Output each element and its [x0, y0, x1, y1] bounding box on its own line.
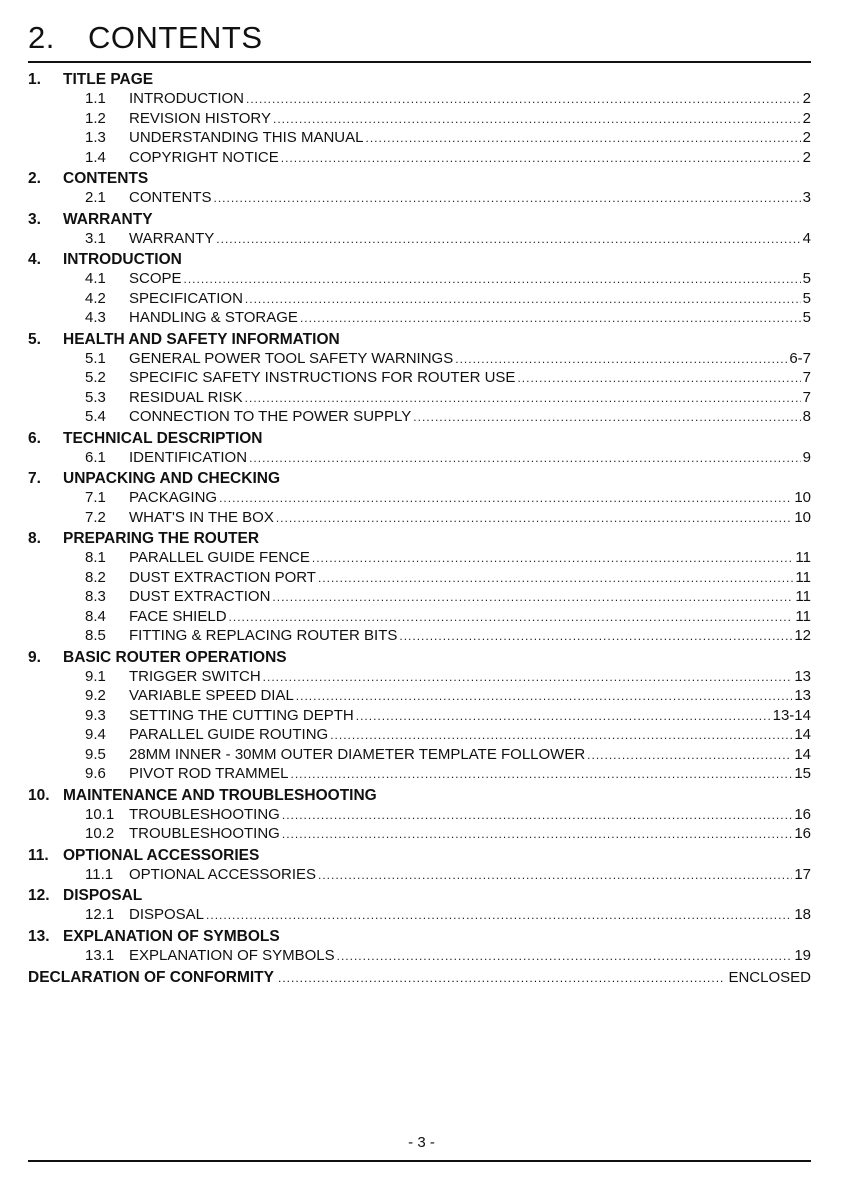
toc-section-heading[interactable] [28, 886, 811, 905]
dot-leader [184, 270, 801, 290]
toc-section [28, 429, 811, 468]
dot-leader [281, 149, 801, 169]
toc-entry[interactable] [28, 667, 811, 687]
entry-number: 1.4 [85, 148, 106, 166]
entry-number: 9.4 [85, 726, 106, 743]
entry-number: 9.3 [85, 706, 106, 724]
entry-number: 7.1 [85, 489, 106, 506]
dot-leader [365, 129, 800, 149]
entry-number: 13.1 [85, 946, 115, 964]
entry-title: SPECIFIC SAFETY INSTRUCTIONS FOR ROUTER USE [129, 369, 516, 386]
entry-number: 1.3 [85, 129, 106, 146]
toc-section [28, 330, 811, 427]
entry-title: PIVOT ROD TRAMMEL [129, 765, 289, 782]
toc-section-heading[interactable] [28, 927, 811, 946]
entry-title: FITTING & REPLACING ROUTER BITS [129, 627, 398, 644]
toc-entry[interactable] [28, 229, 811, 249]
section-title: BASIC ROUTER OPERATIONS [63, 648, 287, 666]
entry-title: TRIGGER SWITCH [129, 667, 261, 685]
toc-section [28, 469, 811, 527]
dot-leader [356, 707, 771, 727]
dot-leader [278, 967, 724, 989]
entry-page-number: 8 [802, 408, 811, 425]
toc-section [28, 210, 811, 249]
entry-number: 8.4 [85, 607, 106, 625]
toc-entry[interactable] [28, 488, 811, 508]
entry-page-number: 7 [802, 388, 811, 406]
entry-title: WHAT'S IN THE BOX [129, 508, 274, 526]
toc-section-heading[interactable] [28, 648, 811, 667]
entry-number: 3.1 [85, 229, 106, 247]
entry-page-number: 18 [794, 906, 811, 923]
toc-entry[interactable] [28, 349, 811, 369]
entry-page-number: 10 [794, 489, 811, 506]
entry-page-number: 12 [794, 627, 811, 644]
toc-section-heading[interactable] [28, 846, 811, 865]
toc-section-heading[interactable] [28, 210, 811, 229]
entry-page-number: 11 [795, 568, 811, 586]
toc-entry[interactable] [28, 805, 811, 825]
dot-leader [216, 230, 800, 250]
page-title-text: CONTENTS [88, 20, 263, 55]
entry-title: DUST EXTRACTION [129, 588, 271, 605]
toc-entry[interactable] [28, 865, 811, 885]
toc-section [28, 786, 811, 844]
dot-leader [282, 825, 792, 845]
dot-leader [276, 509, 792, 529]
entry-number: 5.1 [85, 349, 106, 367]
dot-leader [330, 726, 792, 746]
section-title: CONTENTS [63, 170, 149, 187]
page-title [28, 20, 263, 56]
entry-page-number: 3 [802, 189, 811, 206]
entry-number: 8.3 [85, 588, 106, 605]
entry-page-number: 11 [795, 588, 811, 605]
toc-section-heading[interactable] [28, 786, 811, 805]
section-number: 8. [28, 530, 41, 547]
dot-leader [312, 549, 794, 569]
toc-entry[interactable] [28, 109, 811, 129]
entry-page-number: 2 [802, 129, 811, 146]
dot-leader [587, 746, 792, 766]
toc-entry[interactable] [28, 725, 811, 745]
entry-number: 9.2 [85, 687, 106, 704]
section-title: DISPOSAL [63, 887, 143, 904]
entry-number: 9.5 [85, 745, 106, 763]
dot-leader [282, 806, 792, 826]
entry-number: 4.2 [85, 289, 106, 307]
toc-entry[interactable] [28, 587, 811, 607]
toc-section [28, 648, 811, 784]
entry-title: CONTENTS [129, 189, 212, 206]
toc-entry[interactable] [28, 269, 811, 289]
toc-section [28, 846, 811, 885]
entry-title: PARALLEL GUIDE ROUTING [129, 726, 329, 743]
dot-leader [399, 627, 792, 647]
page-title-number: 2. [28, 20, 55, 55]
entry-page-number: 16 [794, 825, 811, 842]
entry-page-number: 5 [802, 270, 811, 287]
footer-page-number: - 3 - [408, 1134, 435, 1151]
dot-leader [455, 350, 787, 370]
section-title: EXPLANATION OF SYMBOLS [63, 927, 280, 945]
entry-number: 8.2 [85, 568, 106, 586]
dot-leader [229, 608, 794, 628]
entry-title: WARRANTY [129, 229, 215, 247]
entry-title: TROUBLESHOOTING [129, 825, 280, 842]
dot-leader [296, 687, 793, 707]
section-number: 6. [28, 429, 41, 447]
entry-number: 11.1 [85, 865, 114, 883]
entry-number: 9.1 [85, 667, 106, 685]
section-number: 5. [28, 330, 41, 348]
entry-page-number: 2 [802, 109, 811, 127]
toc-entry[interactable] [28, 568, 811, 588]
declaration-title: DECLARATION OF CONFORMITY [28, 969, 274, 986]
entry-page-number: 14 [794, 726, 811, 743]
entry-page-number: 6-7 [789, 349, 811, 367]
entry-page-number: 16 [794, 805, 811, 823]
section-number: 13. [28, 927, 50, 945]
dot-leader [245, 389, 801, 409]
toc-section-heading[interactable] [28, 469, 811, 488]
entry-title: DUST EXTRACTION PORT [129, 568, 316, 586]
entry-number: 1.1 [85, 90, 106, 107]
toc-entry[interactable] [28, 946, 811, 966]
declaration-page: ENCLOSED [728, 969, 811, 986]
entry-page-number: 5 [802, 289, 811, 307]
entry-page-number: 2 [802, 90, 811, 107]
entry-page-number: 11 [795, 607, 811, 625]
entry-number: 12.1 [85, 906, 115, 923]
entry-number: 4.3 [85, 309, 106, 326]
section-number: 3. [28, 210, 41, 228]
toc-entry[interactable] [28, 289, 811, 309]
dot-leader [272, 588, 793, 608]
toc-section [28, 886, 811, 925]
entry-page-number: 13-14 [772, 706, 811, 724]
toc-section-heading[interactable] [28, 429, 811, 448]
entry-page-number: 9 [802, 448, 811, 466]
dot-leader [246, 90, 801, 110]
toc-entry[interactable] [28, 905, 811, 925]
section-title: WARRANTY [63, 210, 153, 228]
dot-leader [517, 369, 800, 389]
entry-title: HANDLING & STORAGE [129, 309, 298, 326]
toc-section-heading[interactable] [28, 529, 811, 548]
dot-leader [219, 489, 792, 509]
entry-page-number: 14 [794, 745, 811, 763]
dot-leader [214, 189, 801, 209]
entry-page-number: 10 [794, 508, 811, 526]
entry-title: TROUBLESHOOTING [129, 805, 280, 823]
section-title: UNPACKING AND CHECKING [63, 470, 280, 487]
toc-section-heading[interactable] [28, 250, 811, 269]
entry-number: 9.6 [85, 765, 106, 782]
declaration-entry[interactable] [28, 967, 811, 989]
entry-number: 8.1 [85, 549, 106, 566]
entry-title: RESIDUAL RISK [129, 388, 243, 406]
entry-title: COPYRIGHT NOTICE [129, 148, 279, 166]
toc-section-heading[interactable] [28, 169, 811, 188]
section-title: PREPARING THE ROUTER [63, 530, 260, 547]
entry-title: VARIABLE SPEED DIAL [129, 687, 294, 704]
toc-entry[interactable] [28, 548, 811, 568]
entry-page-number: 11 [795, 549, 811, 566]
toc-entry[interactable] [28, 188, 811, 208]
toc-entry[interactable] [28, 824, 811, 844]
entry-title: 28MM INNER - 30MM OUTER DIAMETER TEMPLATE FOLLOWER [129, 745, 586, 763]
toc-section [28, 529, 811, 646]
section-number: 12. [28, 887, 50, 904]
entry-title: SPECIFICATION [129, 289, 243, 307]
top-divider [28, 61, 811, 63]
toc-entry[interactable] [28, 508, 811, 528]
section-number: 1. [28, 71, 41, 88]
toc-entry[interactable] [28, 368, 811, 388]
entry-page-number: 15 [794, 765, 811, 782]
dot-leader [245, 290, 801, 310]
toc-entry[interactable] [28, 607, 811, 627]
entry-page-number: 4 [802, 229, 811, 247]
entry-number: 5.3 [85, 388, 106, 406]
toc-entry[interactable] [28, 626, 811, 646]
section-number: 10. [28, 786, 50, 804]
section-number: 2. [28, 170, 41, 187]
entry-page-number: 7 [802, 369, 811, 386]
entry-number: 5.4 [85, 408, 106, 425]
entry-number: 1.2 [85, 109, 106, 127]
entry-page-number: 5 [802, 309, 811, 326]
section-title: TECHNICAL DESCRIPTION [63, 429, 263, 447]
toc-entry[interactable] [28, 407, 811, 427]
entry-number: 7.2 [85, 508, 106, 526]
entry-title: GENERAL POWER TOOL SAFETY WARNINGS [129, 349, 454, 367]
dot-leader [206, 906, 792, 926]
toc-entry[interactable] [28, 308, 811, 328]
entry-title: FACE SHIELD [129, 607, 227, 625]
entry-title: PARALLEL GUIDE FENCE [129, 549, 310, 566]
entry-title: UNDERSTANDING THIS MANUAL [129, 129, 364, 146]
dot-leader [413, 408, 800, 428]
entry-title: CONNECTION TO THE POWER SUPPLY [129, 408, 412, 425]
entry-title: OPTIONAL ACCESSORIES [129, 865, 316, 883]
toc-section [28, 250, 811, 328]
entry-page-number: 13 [794, 687, 811, 704]
toc-section-heading[interactable] [28, 330, 811, 349]
entry-page-number: 2 [802, 148, 811, 166]
table-of-contents [28, 68, 811, 989]
toc-section-heading[interactable] [28, 70, 811, 89]
entry-number: 8.5 [85, 627, 106, 644]
toc-entry[interactable] [28, 706, 811, 726]
toc-section [28, 70, 811, 167]
entry-number: 5.2 [85, 369, 106, 386]
section-title: INTRODUCTION [63, 251, 182, 268]
dot-leader [273, 110, 801, 130]
toc-entry[interactable] [28, 89, 811, 109]
toc-entry[interactable] [28, 148, 811, 168]
section-title: MAINTENANCE AND TROUBLESHOOTING [63, 786, 377, 804]
dot-leader [337, 947, 793, 967]
entry-page-number: 17 [794, 865, 811, 883]
entry-title: INTRODUCTION [129, 90, 244, 107]
dot-leader [290, 765, 792, 785]
entry-number: 4.1 [85, 270, 106, 287]
toc-entry[interactable] [28, 448, 811, 468]
entry-title: PACKAGING [129, 489, 218, 506]
dot-leader [249, 449, 801, 469]
entry-title: EXPLANATION OF SYMBOLS [129, 946, 335, 964]
entry-title: SCOPE [129, 270, 182, 287]
bottom-divider [28, 1160, 811, 1162]
entry-title: DISPOSAL [129, 906, 205, 923]
entry-title: IDENTIFICATION [129, 448, 248, 466]
entry-title: SETTING THE CUTTING DEPTH [129, 706, 354, 724]
entry-number: 6.1 [85, 448, 106, 466]
toc-entry[interactable] [28, 128, 811, 148]
section-title: HEALTH AND SAFETY INFORMATION [63, 330, 340, 348]
section-number: 7. [28, 470, 41, 487]
entry-title: REVISION HISTORY [129, 109, 271, 127]
section-number: 11. [28, 846, 49, 864]
toc-entry[interactable] [28, 388, 811, 408]
entry-page-number: 13 [794, 667, 811, 685]
entry-number: 10.1 [85, 805, 115, 823]
section-title: OPTIONAL ACCESSORIES [63, 846, 260, 864]
entry-page-number: 19 [794, 946, 811, 964]
entry-number: 2.1 [85, 189, 106, 206]
entry-number: 10.2 [85, 825, 115, 842]
section-number: 4. [28, 251, 41, 268]
toc-section [28, 927, 811, 966]
dot-leader [263, 668, 793, 688]
toc-entry[interactable] [28, 686, 811, 706]
dot-leader [318, 866, 792, 886]
toc-entry[interactable] [28, 745, 811, 765]
dot-leader [318, 569, 793, 589]
section-title: TITLE PAGE [63, 71, 154, 88]
section-number: 9. [28, 648, 41, 666]
dot-leader [300, 309, 801, 329]
toc-section [28, 169, 811, 208]
toc-entry[interactable] [28, 764, 811, 784]
